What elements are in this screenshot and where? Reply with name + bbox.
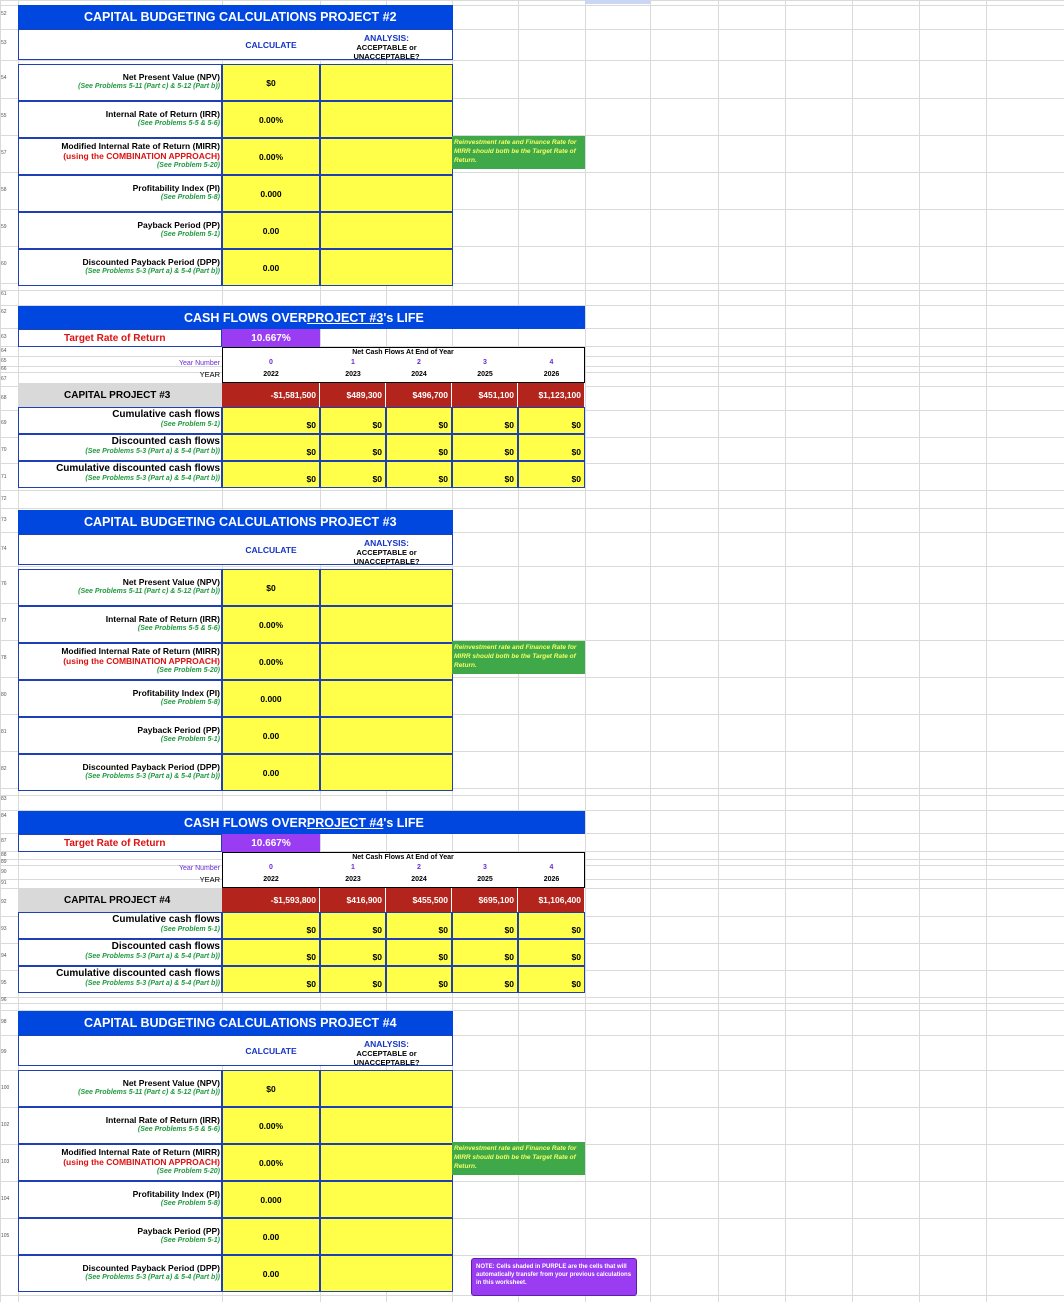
metric-label-dpp: [20, 1263, 220, 1283]
metric-name: Net Present Value (NPV): [122, 1078, 220, 1088]
cashflow-value-cell[interactable]: $0: [222, 434, 320, 461]
year-value: 2023: [345, 370, 361, 378]
cashflow-value-cell[interactable]: $0: [386, 966, 452, 993]
cashflow-value-cell[interactable]: $0: [222, 461, 320, 488]
row-number[interactable]: 54: [1, 75, 7, 81]
metric-approach: (using the COMBINATION APPROACH): [63, 1157, 220, 1167]
net-cash-flow[interactable]: -$1,581,500: [222, 383, 320, 407]
metric-label-pp: [20, 725, 220, 745]
row-number[interactable]: 105: [1, 1233, 10, 1239]
cashflow-row-name: Discounted cash flows: [111, 941, 220, 952]
analysis-line2: UNACCEPTABLE?: [353, 557, 420, 566]
analysis-input-dpp[interactable]: [320, 249, 453, 286]
metric-name: Internal Rate of Return (IRR): [105, 109, 220, 119]
metric-label-pi: [20, 183, 220, 203]
metric-reference: (See Problems 5-11 (Part c) & 5-12 (Part b)): [78, 1089, 220, 1096]
analysis-title: ANALYSIS:: [363, 33, 410, 43]
year-number: 0: [269, 358, 273, 366]
net-cash-flow[interactable]: $451,100: [452, 383, 518, 407]
analysis-line1: ACCEPTABLE or: [356, 548, 417, 557]
metric-name: Internal Rate of Return (IRR): [105, 614, 220, 624]
metric-name: Profitability Index (PI): [132, 688, 220, 698]
metric-reference: (See Problems 5-5 & 5-6): [137, 120, 220, 127]
calculate-header: CALCULATE: [245, 39, 297, 50]
cashflow-value-cell[interactable]: $0: [222, 407, 320, 434]
year-number-label: Year Number: [179, 865, 220, 872]
cashflow-value-cell[interactable]: $0: [386, 939, 452, 966]
metric-reference: (See Problems 5-11 (Part c) & 5-12 (Part b)): [78, 83, 220, 90]
metric-label-npv: [20, 1078, 220, 1098]
metric-value-pp[interactable]: 0.00: [262, 1231, 280, 1242]
net-cash-flows-header: Net Cash Flows At End of Year: [352, 348, 454, 356]
calculate-header: CALCULATE: [245, 544, 297, 555]
row-number[interactable]: 91: [1, 880, 7, 886]
cashflow-row-reference: (See Problems 5-3 (Part a) & 5-4 (Part b)): [85, 953, 220, 960]
cashflow-title-post: 's LIFE: [383, 815, 424, 830]
analysis-input-pp[interactable]: [320, 212, 453, 249]
analysis-input-pp[interactable]: [320, 717, 453, 754]
metric-value-dpp[interactable]: 0.00: [262, 1268, 280, 1279]
cashflow-value-cell[interactable]: $0: [452, 434, 518, 461]
metric-name: Modified Internal Rate of Return (MIRR): [61, 141, 220, 151]
net-cash-flows-header: Net Cash Flows At End of Year: [352, 853, 454, 861]
metric-value-mirr[interactable]: 0.00%: [258, 1157, 284, 1168]
cashflow-row-label: [20, 464, 220, 484]
cashflow-value-cell[interactable]: $0: [518, 966, 585, 993]
row-number[interactable]: 74: [1, 546, 7, 552]
cashflow-project-link[interactable]: PROJECT #3: [306, 310, 384, 325]
row-number[interactable]: 72: [1, 496, 7, 502]
year-label: YEAR: [199, 370, 220, 379]
year-value: 2025: [477, 370, 493, 378]
cashflow-row-name: Cumulative cash flows: [112, 914, 220, 925]
row-number[interactable]: 57: [1, 150, 7, 156]
analysis-line2: UNACCEPTABLE?: [353, 1058, 420, 1067]
metric-reference: (See Problems 5-3 (Part a) & 5-4 (Part b)): [85, 773, 220, 780]
year-value: 2026: [543, 875, 560, 883]
row-number[interactable]: 83: [1, 796, 7, 802]
cashflow-row-label: [20, 437, 220, 457]
year-number-label: Year Number: [179, 360, 220, 367]
analysis-input-pp[interactable]: [320, 1218, 453, 1255]
analysis-header: [320, 539, 453, 565]
metric-value-pi[interactable]: 0.000: [260, 693, 282, 704]
metric-value-npv[interactable]: $0: [266, 582, 276, 593]
analysis-input-dpp[interactable]: [320, 1255, 453, 1292]
row-number[interactable]: 52: [1, 11, 7, 17]
year-value: 2025: [477, 875, 493, 883]
cashflow-title: [18, 306, 585, 329]
metric-value-pp[interactable]: 0.00: [262, 225, 280, 236]
row-number[interactable]: 104: [1, 1196, 10, 1202]
row-number[interactable]: 90: [1, 869, 7, 875]
metric-reference: (See Problem 5-20): [156, 667, 220, 674]
metric-label-dpp: [20, 257, 220, 277]
row-number[interactable]: 53: [1, 40, 7, 46]
year-value: 2023: [345, 875, 361, 883]
row-number[interactable]: 66: [1, 366, 7, 372]
analysis-title: ANALYSIS:: [363, 538, 410, 548]
year-value: 2022: [263, 370, 279, 378]
year-number: 4: [549, 863, 554, 871]
cashflow-row-name: Cumulative cash flows: [112, 409, 220, 420]
metric-reference: (See Problem 5-1): [160, 231, 220, 238]
cashflow-row-reference: (See Problem 5-1): [160, 926, 220, 933]
metric-label-irr: [20, 109, 220, 129]
year-number: 3: [483, 358, 487, 366]
row-number[interactable]: 63: [1, 334, 7, 340]
mirr-reinvestment-note: Reinvestment rate and Finance Rate for MIRR should both be the Target Rate of Return.: [452, 136, 585, 169]
row-number[interactable]: 87: [1, 838, 7, 844]
cashflow-value-cell[interactable]: $0: [452, 912, 518, 939]
cashflow-value-cell[interactable]: $0: [320, 407, 386, 434]
year-number: 2: [417, 863, 421, 871]
metric-value-dpp[interactable]: 0.00: [262, 262, 280, 273]
metric-label-pi: [20, 1189, 220, 1209]
cashflow-value-cell[interactable]: $0: [452, 461, 518, 488]
row-number[interactable]: 71: [1, 474, 7, 480]
analysis-input-npv[interactable]: [320, 1070, 453, 1107]
cashflow-row-name: Cumulative discounted cash flows: [56, 463, 220, 474]
cashflow-value-cell[interactable]: $0: [386, 407, 452, 434]
analysis-input-irr[interactable]: [320, 101, 453, 138]
cashflow-value-cell[interactable]: $0: [222, 912, 320, 939]
year-number: 2: [417, 358, 421, 366]
project-name: CAPITAL PROJECT #4: [18, 888, 222, 912]
analysis-line1: ACCEPTABLE or: [356, 43, 417, 52]
metric-name: Profitability Index (PI): [132, 1189, 220, 1199]
mirr-reinvestment-note: Reinvestment rate and Finance Rate for MIRR should both be the Target Rate of Return.: [452, 641, 585, 674]
target-rate-value[interactable]: 10.667%: [222, 329, 320, 347]
year-label: YEAR: [199, 875, 220, 884]
cashflow-value-cell[interactable]: $0: [518, 939, 585, 966]
metric-name: Net Present Value (NPV): [122, 72, 220, 82]
cashflow-value-cell[interactable]: $0: [518, 407, 585, 434]
row-number[interactable]: 88: [1, 852, 7, 858]
cashflow-row-label: [20, 969, 220, 989]
row-number[interactable]: 77: [1, 618, 7, 624]
row-number[interactable]: 67: [1, 376, 7, 382]
row-number[interactable]: 93: [1, 926, 7, 932]
cashflow-row-name: Cumulative discounted cash flows: [56, 968, 220, 979]
metric-value-dpp[interactable]: 0.00: [262, 767, 280, 778]
metric-name: Payback Period (PP): [137, 725, 220, 735]
analysis-line2: UNACCEPTABLE?: [353, 52, 420, 61]
metric-name: Discounted Payback Period (DPP): [82, 1263, 220, 1273]
analysis-input-pi[interactable]: [320, 1181, 453, 1218]
analysis-input-pi[interactable]: [320, 680, 453, 717]
analysis-input-mirr[interactable]: [320, 1144, 453, 1181]
cashflow-value-cell[interactable]: $0: [386, 912, 452, 939]
row-number[interactable]: 64: [1, 348, 7, 354]
row-number[interactable]: 62: [1, 309, 7, 315]
cashflow-row-label: [20, 942, 220, 962]
cashflow-value-cell[interactable]: $0: [452, 407, 518, 434]
metric-value-npv[interactable]: $0: [266, 77, 276, 88]
year-number: 1: [351, 358, 355, 366]
year-number: 4: [549, 358, 554, 366]
row-number[interactable]: 61: [1, 291, 7, 297]
net-cash-flow[interactable]: $1,106,400: [518, 888, 585, 912]
section-title: CAPITAL BUDGETING CALCULATIONS PROJECT #4: [18, 1011, 453, 1035]
metric-reference: (See Problems 5-5 & 5-6): [137, 625, 220, 632]
metric-reference: (See Problems 5-3 (Part a) & 5-4 (Part b)): [85, 1274, 220, 1281]
row-number[interactable]: 100: [1, 1085, 10, 1091]
metric-reference: (See Problem 5-20): [156, 1168, 220, 1175]
row-number[interactable]: 102: [1, 1122, 10, 1128]
cashflow-value-cell[interactable]: $0: [222, 939, 320, 966]
target-rate-label: Target Rate of Return: [64, 837, 166, 849]
row-number[interactable]: 81: [1, 729, 7, 735]
year-number: 1: [351, 863, 355, 871]
metric-approach: (using the COMBINATION APPROACH): [63, 656, 220, 666]
metric-label-npv: [20, 577, 220, 597]
cashflow-title: [18, 811, 585, 834]
row-number[interactable]: 96: [1, 997, 7, 1003]
row-number[interactable]: 98: [1, 1019, 7, 1025]
metric-name: Payback Period (PP): [137, 220, 220, 230]
row-number[interactable]: 80: [1, 692, 7, 698]
metric-value-irr[interactable]: 0.00%: [258, 1120, 284, 1131]
metric-name: Net Present Value (NPV): [122, 577, 220, 587]
metric-value-irr[interactable]: 0.00%: [258, 114, 284, 125]
row-number[interactable]: 82: [1, 766, 7, 772]
section-title: CAPITAL BUDGETING CALCULATIONS PROJECT #3: [18, 510, 453, 534]
row-number[interactable]: 89: [1, 859, 7, 865]
metric-value-pi[interactable]: 0.000: [260, 188, 282, 199]
row-number[interactable]: 95: [1, 980, 7, 986]
analysis-line1: ACCEPTABLE or: [356, 1049, 417, 1058]
year-number: 0: [269, 863, 273, 871]
metric-approach: (using the COMBINATION APPROACH): [63, 151, 220, 161]
metric-reference: (See Problem 5-1): [160, 1237, 220, 1244]
row-number[interactable]: 92: [1, 899, 7, 905]
metric-reference: (See Problem 5-1): [160, 736, 220, 743]
row-number[interactable]: 99: [1, 1049, 7, 1055]
metric-label-pi: [20, 688, 220, 708]
cashflow-value-cell[interactable]: $0: [386, 461, 452, 488]
metric-reference: (See Problems 5-5 & 5-6): [137, 1126, 220, 1133]
target-rate-value[interactable]: 10.667%: [222, 834, 320, 852]
net-cash-flow[interactable]: $1,123,100: [518, 383, 585, 407]
metric-value-npv[interactable]: $0: [266, 1083, 276, 1094]
metric-reference: (See Problems 5-3 (Part a) & 5-4 (Part b)): [85, 268, 220, 275]
metric-name: Payback Period (PP): [137, 1226, 220, 1236]
row-number[interactable]: 70: [1, 447, 7, 453]
row-number[interactable]: 76: [1, 581, 7, 587]
row-number[interactable]: 84: [1, 813, 7, 819]
cashflow-row-name: Discounted cash flows: [111, 436, 220, 447]
analysis-input-mirr[interactable]: [320, 643, 453, 680]
metric-label-pp: [20, 220, 220, 240]
analysis-input-mirr[interactable]: [320, 138, 453, 175]
cashflow-value-cell[interactable]: $0: [518, 434, 585, 461]
metric-value-irr[interactable]: 0.00%: [258, 619, 284, 630]
net-cash-flow[interactable]: $455,500: [386, 888, 452, 912]
analysis-title: ANALYSIS:: [363, 1039, 410, 1049]
mirr-reinvestment-note: Reinvestment rate and Finance Rate for MIRR should both be the Target Rate of Return.: [452, 1142, 585, 1175]
row-number[interactable]: 78: [1, 655, 7, 661]
row-number[interactable]: 68: [1, 395, 7, 401]
metric-value-pi[interactable]: 0.000: [260, 1194, 282, 1205]
metric-label-mirr: [20, 646, 220, 676]
metric-label-npv: [20, 72, 220, 92]
analysis-input-npv[interactable]: [320, 569, 453, 606]
year-value: 2026: [543, 370, 560, 378]
analysis-input-irr[interactable]: [320, 1107, 453, 1144]
row-number[interactable]: 58: [1, 187, 7, 193]
cashflow-row-reference: (See Problems 5-3 (Part a) & 5-4 (Part b)): [85, 475, 220, 482]
analysis-header: [320, 34, 453, 60]
row-number[interactable]: 60: [1, 261, 7, 267]
cashflow-value-cell[interactable]: $0: [518, 912, 585, 939]
metric-name: Profitability Index (PI): [132, 183, 220, 193]
metric-name: Modified Internal Rate of Return (MIRR): [61, 1147, 220, 1157]
cashflow-value-cell[interactable]: $0: [320, 912, 386, 939]
metric-label-irr: [20, 614, 220, 634]
cashflow-row-label: [20, 915, 220, 935]
net-cash-flow[interactable]: $695,100: [452, 888, 518, 912]
cashflow-value-cell[interactable]: $0: [452, 966, 518, 993]
cashflow-row-label: [20, 410, 220, 430]
analysis-header: [320, 1040, 453, 1066]
year-value: 2022: [263, 875, 279, 883]
cashflow-value-cell[interactable]: $0: [518, 461, 585, 488]
metric-name: Internal Rate of Return (IRR): [105, 1115, 220, 1125]
year-value: 2024: [411, 875, 427, 883]
section-title: CAPITAL BUDGETING CALCULATIONS PROJECT #2: [18, 5, 453, 29]
row-number[interactable]: 73: [1, 517, 7, 523]
row-number[interactable]: 59: [1, 224, 7, 230]
metric-label-mirr: [20, 1147, 220, 1177]
analysis-input-npv[interactable]: [320, 64, 453, 101]
metric-name: Discounted Payback Period (DPP): [82, 257, 220, 267]
cashflow-row-reference: (See Problems 5-3 (Part a) & 5-4 (Part b)): [85, 448, 220, 455]
metric-reference: (See Problem 5-8): [160, 1200, 220, 1207]
row-number[interactable]: 65: [1, 358, 7, 364]
metric-name: Modified Internal Rate of Return (MIRR): [61, 646, 220, 656]
row-number[interactable]: 103: [1, 1159, 10, 1165]
metric-label-dpp: [20, 762, 220, 782]
cashflow-value-cell[interactable]: $0: [320, 939, 386, 966]
metric-reference: (See Problems 5-11 (Part c) & 5-12 (Part b)): [78, 588, 220, 595]
cashflow-title-pre: CASH FLOWS OVER: [184, 310, 307, 325]
project-name: CAPITAL PROJECT #3: [18, 383, 222, 407]
cashflow-value-cell[interactable]: $0: [452, 939, 518, 966]
year-value: 2024: [411, 370, 427, 378]
cashflow-row-reference: (See Problem 5-1): [160, 421, 220, 428]
analysis-input-irr[interactable]: [320, 606, 453, 643]
net-cash-flow[interactable]: $416,900: [320, 888, 386, 912]
metric-value-pp[interactable]: 0.00: [262, 730, 280, 741]
cashflow-row-reference: (See Problems 5-3 (Part a) & 5-4 (Part b)): [85, 980, 220, 987]
row-number[interactable]: 94: [1, 953, 7, 959]
metric-name: Discounted Payback Period (DPP): [82, 762, 220, 772]
cashflow-title-post: 's LIFE: [383, 310, 424, 325]
metric-value-mirr[interactable]: 0.00%: [258, 656, 284, 667]
cashflow-value-cell[interactable]: $0: [386, 434, 452, 461]
metric-reference: (See Problem 5-8): [160, 699, 220, 706]
metric-reference: (See Problem 5-8): [160, 194, 220, 201]
analysis-input-pi[interactable]: [320, 175, 453, 212]
target-rate-label: Target Rate of Return: [64, 332, 166, 344]
cashflow-title-pre: CASH FLOWS OVER: [184, 815, 307, 830]
metric-reference: (See Problem 5-20): [156, 162, 220, 169]
metric-label-mirr: [20, 141, 220, 171]
row-number[interactable]: 55: [1, 113, 7, 119]
row-number[interactable]: 69: [1, 420, 7, 426]
analysis-input-dpp[interactable]: [320, 754, 453, 791]
metric-label-irr: [20, 1115, 220, 1135]
net-cash-flow[interactable]: $489,300: [320, 383, 386, 407]
cashflow-project-link[interactable]: PROJECT #4: [306, 815, 384, 830]
cashflow-value-cell[interactable]: $0: [222, 966, 320, 993]
cashflow-value-cell[interactable]: $0: [320, 461, 386, 488]
purple-note: NOTE: Cells shaded in PURPLE are the cells that will automatically transfer from your previous calculations in this worksheet.: [471, 1258, 637, 1296]
cashflow-value-cell[interactable]: $0: [320, 966, 386, 993]
cashflow-value-cell[interactable]: $0: [320, 434, 386, 461]
net-cash-flow[interactable]: -$1,593,800: [222, 888, 320, 912]
net-cash-flow[interactable]: $496,700: [386, 383, 452, 407]
metric-label-pp: [20, 1226, 220, 1246]
calculate-header: CALCULATE: [245, 1045, 297, 1056]
metric-value-mirr[interactable]: 0.00%: [258, 151, 284, 162]
year-number: 3: [483, 863, 487, 871]
